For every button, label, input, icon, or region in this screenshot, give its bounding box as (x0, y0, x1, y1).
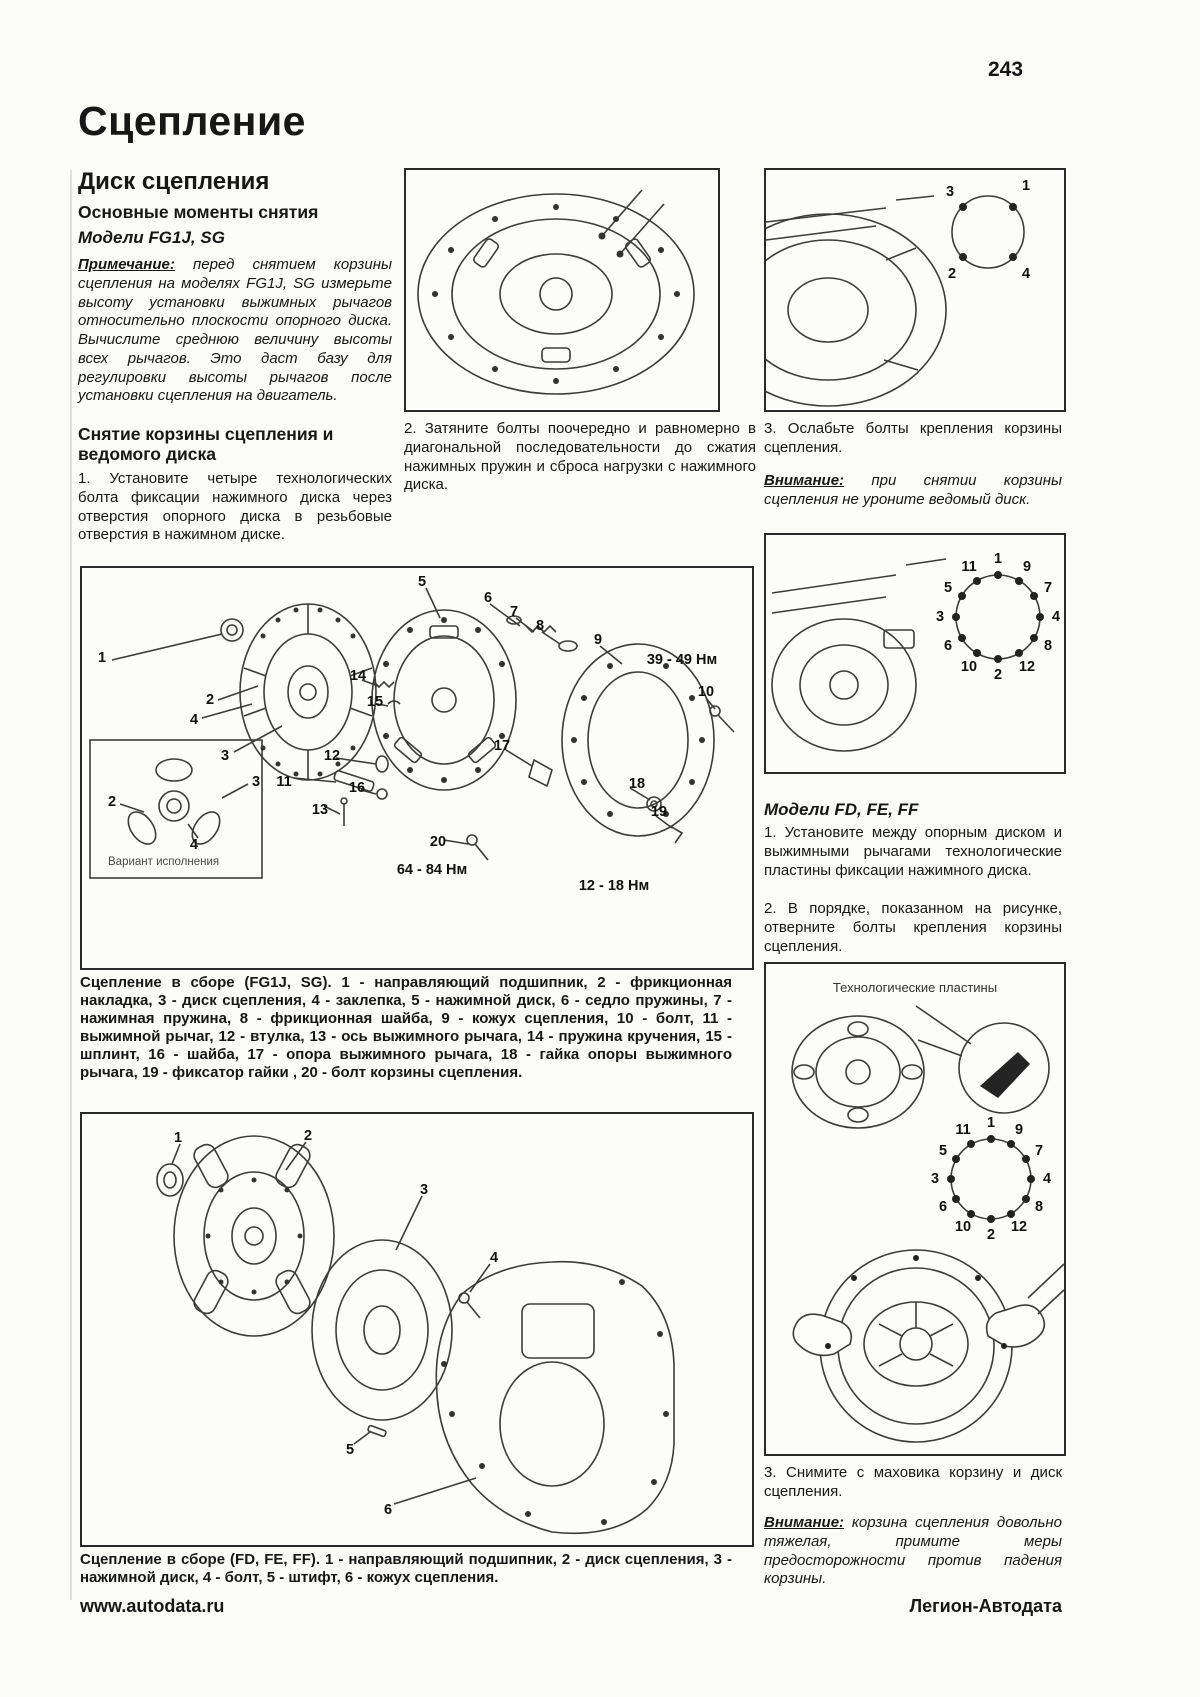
part-number-label: 10 (697, 684, 715, 700)
procedure-heading: Снятие корзины сцепления и ведомого диска (78, 424, 334, 465)
variant-label: Вариант исполнения (108, 856, 220, 868)
fd-step-2-text: 2. В порядке, показанном на рисунке, отверните болты крепления корзины сцепления. (764, 900, 1062, 955)
page-number: 243 (988, 58, 1024, 81)
part-number-label: 17 (493, 738, 511, 754)
part-number-label: 20 (429, 834, 447, 850)
part-number-label: 3 (945, 184, 955, 200)
part-number-label: 8 (535, 618, 545, 634)
part-number-label: 7 (509, 604, 519, 620)
part-number-label: 16 (348, 780, 366, 796)
part-number-label: 10 (954, 1219, 972, 1235)
part-number-label: 9 (593, 632, 603, 648)
torque-label-64-84: 64 - 84 Нм (396, 862, 468, 878)
section-heading-disk: Диск сцепления (78, 168, 270, 195)
part-number-label: 8 (1034, 1199, 1044, 1215)
part-number-label: 2 (303, 1128, 313, 1144)
page-title: Сцепление (78, 98, 306, 144)
footer-publisher: Легион-Автодата (909, 1596, 1062, 1616)
warning-1-label: Внимание: (764, 472, 845, 489)
part-number-label: 9 (1022, 559, 1032, 575)
part-number-label: 10 (960, 659, 978, 675)
warning-1-text: при снятии корзины сцепления не уроните ведомый диск. (764, 472, 1062, 508)
part-number-label: 8 (1043, 638, 1053, 654)
fd-step-1-text: 1. Установите между опорным диском и выжимными рычагами технологические пластины фиксации нажимного диска. (764, 824, 1062, 879)
part-number-label: 1 (173, 1130, 183, 1146)
step-3b-text: 3. Снимите с маховика корзину и диск сцепления. (764, 1464, 1062, 1500)
warning-2-label: Внимание: (764, 1514, 845, 1531)
part-number-label: 4 (489, 1250, 499, 1266)
figure-b-callouts (766, 170, 1064, 410)
part-number-label: 2 (993, 667, 1003, 683)
part-number-label: 2 (205, 692, 215, 708)
models-heading-fd-fe-ff: Модели FD, FE, FF (764, 800, 919, 819)
figure-main-callouts (82, 568, 752, 968)
figure-12-bolt-sequence (764, 533, 1066, 774)
part-number-label: 3 (251, 774, 261, 790)
footer-site-url: www.autodata.ru (80, 1596, 225, 1616)
main-figure-caption: Сцепление в сборе (FG1J, SG). 1 - направляющий подшипник, 2 - фрикционная накладка, 3 - диск сцепления, 4 - заклепка, 5 - нажимной диск, 6 - седло пружины, 7 - нажимная пружина, 8 - фрикционная шайба, 9 - кожух сцепления, 10 - болт, 11 - выжимной рычаг, 12 - втулка, 13 - ось выжимного рычага, 14 - пружина кручения, 15 - шплинт, 16 - шайба, 17 - опора выжимного рычага, 18 - гайка опоры выжимного рычага, 19 - фиксатор гайки , 20 - болт корзины сцепления. (80, 974, 732, 1081)
part-number-label: 6 (943, 638, 953, 654)
plates-label: Технологические пластины (832, 980, 998, 995)
note-label: Примечание: (78, 256, 175, 273)
figure-c-callouts (766, 535, 1064, 772)
note-text: перед снятием корзины сцепления на моделях FG1J, SG измерьте высоту установки выжимных рычагов относительно плоскости опорного диска. Вычислите среднюю величину высоты всех рычагов. Это даст базу для регулировки высоты рычагов после установки сцепления на двигатель. (78, 256, 392, 405)
part-number-label: 7 (1043, 580, 1053, 596)
part-number-label: 11 (961, 559, 977, 575)
figure-clutch-cover-tighten (404, 168, 720, 412)
part-number-label: 18 (628, 776, 646, 792)
part-number-label: 3 (419, 1182, 429, 1198)
models-heading-fg1j-sg: Модели FG1J, SG (78, 228, 225, 247)
part-number-label: 4 (189, 837, 199, 853)
part-number-label: 4 (1042, 1171, 1052, 1187)
torque-label-39-49: 39 - 49 Нм (646, 652, 718, 668)
part-number-label: 4 (1051, 609, 1061, 625)
clutch-cover-drawing (406, 170, 718, 410)
step-1-text: 1. Установите четыре технологических болта фиксации нажимного диска через отверстия опорного диска в резьбовые отверстия в нажимном диске. (78, 470, 392, 544)
part-number-label: 12 (1018, 659, 1036, 675)
part-number-label: 3 (220, 748, 230, 764)
part-number-label: 11 (955, 1122, 971, 1138)
part-number-label: 15 (366, 694, 384, 710)
warning-2 (764, 1514, 1062, 1589)
part-number-label: 5 (345, 1442, 355, 1458)
figure-clutch-exploded-fd-fe-ff (80, 1112, 754, 1547)
part-number-label: 7 (1034, 1143, 1044, 1159)
note-paragraph (78, 256, 392, 406)
part-number-label: 5 (417, 574, 427, 590)
part-number-label: 1 (993, 551, 1003, 567)
figure-clutch-exploded-fg1j-sg (80, 566, 754, 970)
part-number-label: 1 (1021, 178, 1031, 194)
part-number-label: 19 (650, 804, 668, 820)
figure-d-callouts (766, 964, 1064, 1454)
part-number-label: 6 (383, 1502, 393, 1518)
part-number-label: 5 (943, 580, 953, 596)
figure-plates-and-removal (764, 962, 1066, 1456)
part-number-label: 9 (1014, 1122, 1024, 1138)
part-number-label: 6 (483, 590, 493, 606)
step-3-text: 3. Ослабьте болты крепления корзины сцепления. (764, 420, 1062, 456)
part-number-label: 2 (986, 1227, 996, 1243)
figure-loosen-bolts-4seq (764, 168, 1066, 412)
part-number-label: 13 (311, 802, 329, 818)
bottom-figure-caption: Сцепление в сборе (FD, FE, FF). 1 - направляющий подшипник, 2 - диск сцепления, 3 - нажимной диск, 4 - болт, 5 - штифт, 6 - кожух сцепления. (80, 1551, 732, 1586)
part-number-label: 2 (107, 794, 117, 810)
part-number-label: 5 (938, 1143, 948, 1159)
scan-fold-line (70, 170, 72, 1600)
part-number-label: 12 (1010, 1219, 1028, 1235)
part-number-label: 3 (930, 1171, 940, 1187)
subsection-heading-removal: Основные моменты снятия (78, 202, 319, 222)
part-number-label: 4 (1021, 266, 1031, 282)
warning-1 (764, 472, 1062, 510)
part-number-label: 6 (938, 1199, 948, 1215)
step-2-text: 2. Затяните болты поочередно и равномерно в диагональной последовательности до сжатия нажимных пружин и сброса нагрузки с нажимного диска. (404, 420, 756, 494)
part-number-label: 11 (276, 774, 292, 790)
part-number-label: 1 (986, 1115, 996, 1131)
part-number-label: 2 (947, 266, 957, 282)
part-number-label: 14 (349, 668, 367, 684)
part-number-label: 3 (935, 609, 945, 625)
warning-2-text: корзина сцепления довольно тяжелая, примите меры предосторожности против падения корзины. (764, 1514, 1062, 1588)
figure-bottom-callouts (82, 1114, 752, 1545)
part-number-label: 12 (323, 748, 341, 764)
part-number-label: 4 (189, 712, 199, 728)
torque-label-12-18: 12 - 18 Нм (578, 878, 650, 894)
part-number-label: 1 (97, 650, 107, 666)
